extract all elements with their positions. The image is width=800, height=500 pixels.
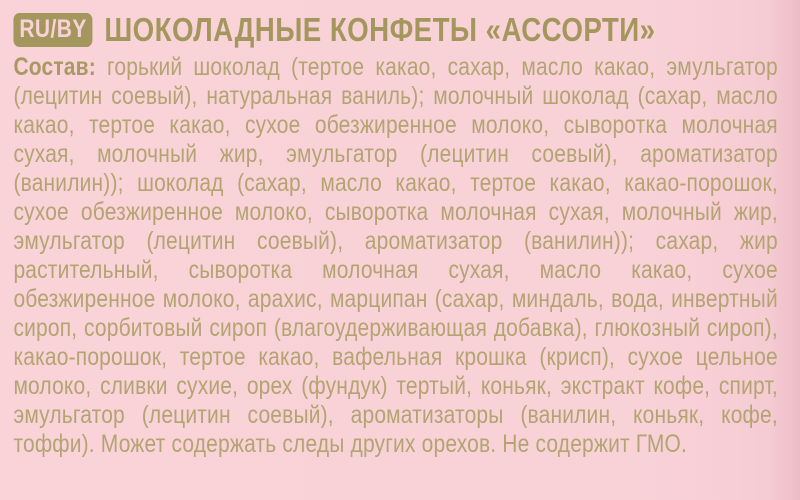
language-badge: RU/BY: [13, 13, 92, 47]
product-title: ШОКОЛАДНЫЕ КОНФЕТЫ «АССОРТИ»: [104, 11, 656, 48]
header: [13, 12, 777, 48]
ingredients-paragraph: [13, 53, 777, 459]
ingredients-label: Состав:: [13, 53, 96, 81]
ingredients-text: горький шоколад (тертое какао, сахар, масло какао, эмульгатор (лецитин соевый), натуральная ваниль); молочный шоколад (сахар, масло какао, тертое какао, сухое обезжиренное молоко, сыворотка молочная сухая, молочный жир, эмульгатор (лецитин соевый), ароматизатор (ванилин)); шоколад (сахар, масло какао, тертое какао, какао-порошок, сухое обезжиренное молоко, сыворотка молочная сухая, молочный жир, эмульгатор (лецитин соевый), ароматизатор (ванилин)); сахар, жир растительный, сыворотка молочная сухая, масло какао, сухое обезжиренное молоко, арахис, марципан (сахар, миндаль, вода, инвертный сироп, сорбитовый сироп (влагоудерживающая добавка), глюкозный сироп), какао-порошок, тертое какао, вафельная крошка (крисп), сухое цельное молоко, сливки сухие, орех (фундук) тертый, коньяк, экстракт кофе, спирт, эмульгатор (лецитин соевый), ароматизаторы (ванилин, коньяк, кофе, тоффи). Может содержать следы других орехов. Не содержит ГМО.: [13, 53, 778, 458]
